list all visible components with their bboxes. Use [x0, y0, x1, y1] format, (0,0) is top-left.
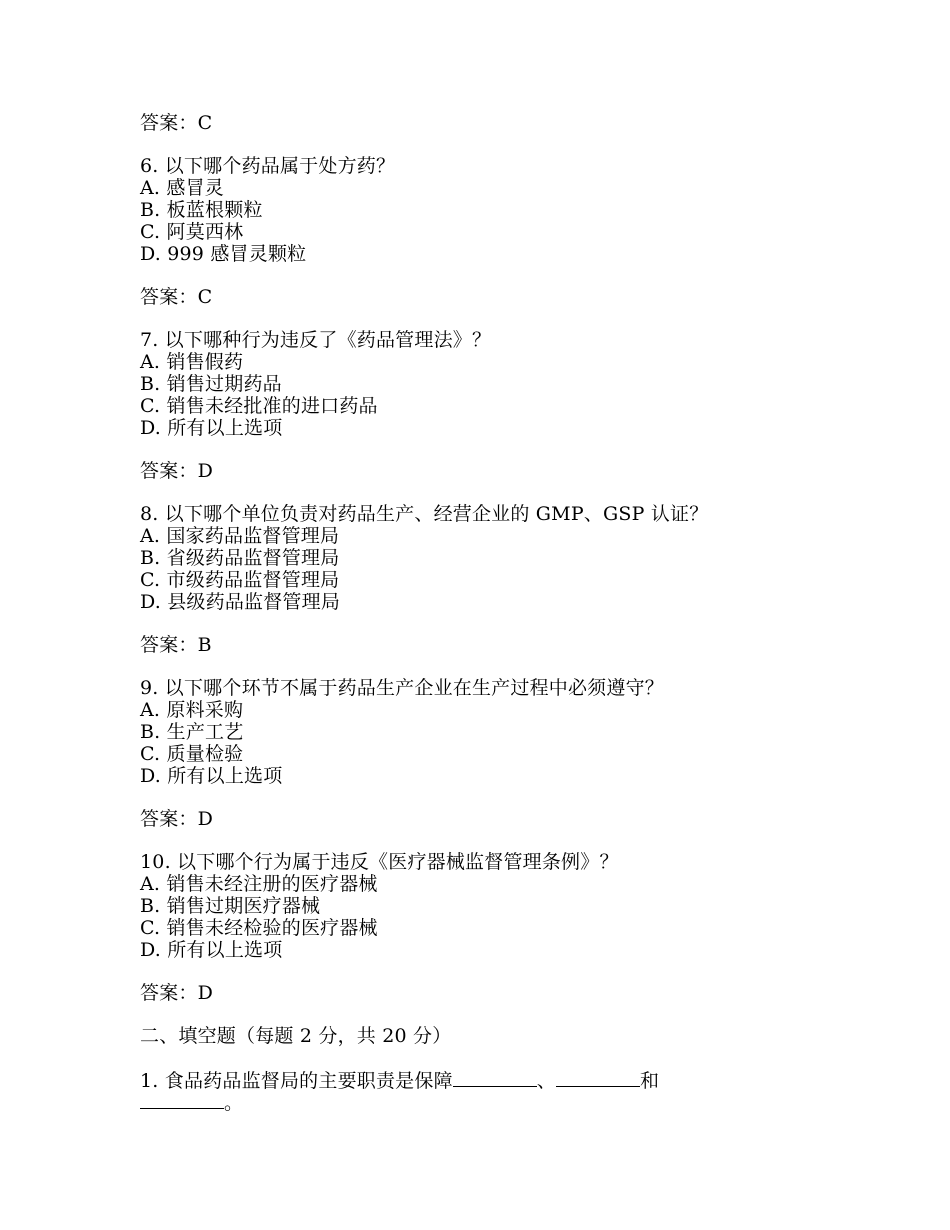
fill-question-1: [140, 1069, 659, 1092]
answer-5: 答案：C: [140, 112, 213, 134]
answer-7: 答案：D: [140, 460, 214, 482]
q7-option-c: C. 销售未经批准的进口药品: [140, 395, 378, 417]
question-10: 10. 以下哪个行为属于违反《医疗器械监督管理条例》？: [140, 851, 619, 873]
fill-1-end: 。: [224, 1092, 244, 1114]
fill-1-blank-3: [140, 1091, 224, 1109]
q10-option-d: D. 所有以上选项: [140, 939, 283, 961]
answer-9: 答案：D: [140, 808, 214, 830]
document-page: [140, 0, 840, 1230]
q7-option-d: D. 所有以上选项: [140, 417, 283, 439]
q6-option-c: C. 阿莫西林: [140, 221, 244, 243]
q10-option-c: C. 销售未经检验的医疗器械: [140, 917, 378, 939]
fill-question-1-cont: [140, 1091, 243, 1114]
fill-1-sep-2: 和: [639, 1070, 660, 1092]
q9-option-d: D. 所有以上选项: [140, 765, 283, 787]
section-2-title: 二、填空题（每题 2 分，共 20 分）: [140, 1025, 452, 1047]
q10-option-b: B. 销售过期医疗器械: [140, 895, 321, 917]
q8-option-a: A. 国家药品监督管理局: [140, 525, 340, 547]
answer-8: 答案：B: [140, 634, 212, 656]
q6-option-b: B. 板蓝根颗粒: [140, 199, 263, 221]
q7-option-b: B. 销售过期药品: [140, 373, 282, 395]
question-9: 9. 以下哪个环节不属于药品生产企业在生产过程中必须遵守？: [140, 677, 664, 699]
fill-1-sep-1: 、: [536, 1070, 556, 1092]
question-6: 6. 以下哪个药品属于处方药？: [140, 155, 396, 177]
q8-option-c: C. 市级药品监督管理局: [140, 569, 340, 591]
fill-1-blank-1: [453, 1069, 537, 1087]
q9-option-b: B. 生产工艺: [140, 721, 244, 743]
q9-option-c: C. 质量检验: [140, 743, 244, 765]
fill-1-prefix: 1. 食品药品监督局的主要职责是保障: [140, 1070, 453, 1092]
q9-option-a: A. 原料采购: [140, 699, 244, 721]
q10-option-a: A. 销售未经注册的医疗器械: [140, 873, 378, 895]
q8-option-d: D. 县级药品监督管理局: [140, 591, 341, 613]
q8-option-b: B. 省级药品监督管理局: [140, 547, 340, 569]
q6-option-a: A. 感冒灵: [140, 177, 225, 199]
question-7: 7. 以下哪种行为违反了《药品管理法》？: [140, 329, 492, 351]
q7-option-a: A. 销售假药: [140, 351, 244, 373]
fill-1-blank-2: [556, 1069, 640, 1087]
q6-option-d: D. 999 感冒灵颗粒: [140, 243, 307, 265]
question-8: 8. 以下哪个单位负责对药品生产、经营企业的 GMP、GSP 认证？: [140, 503, 709, 525]
answer-10: 答案：D: [140, 982, 214, 1004]
answer-6: 答案：C: [140, 286, 213, 308]
